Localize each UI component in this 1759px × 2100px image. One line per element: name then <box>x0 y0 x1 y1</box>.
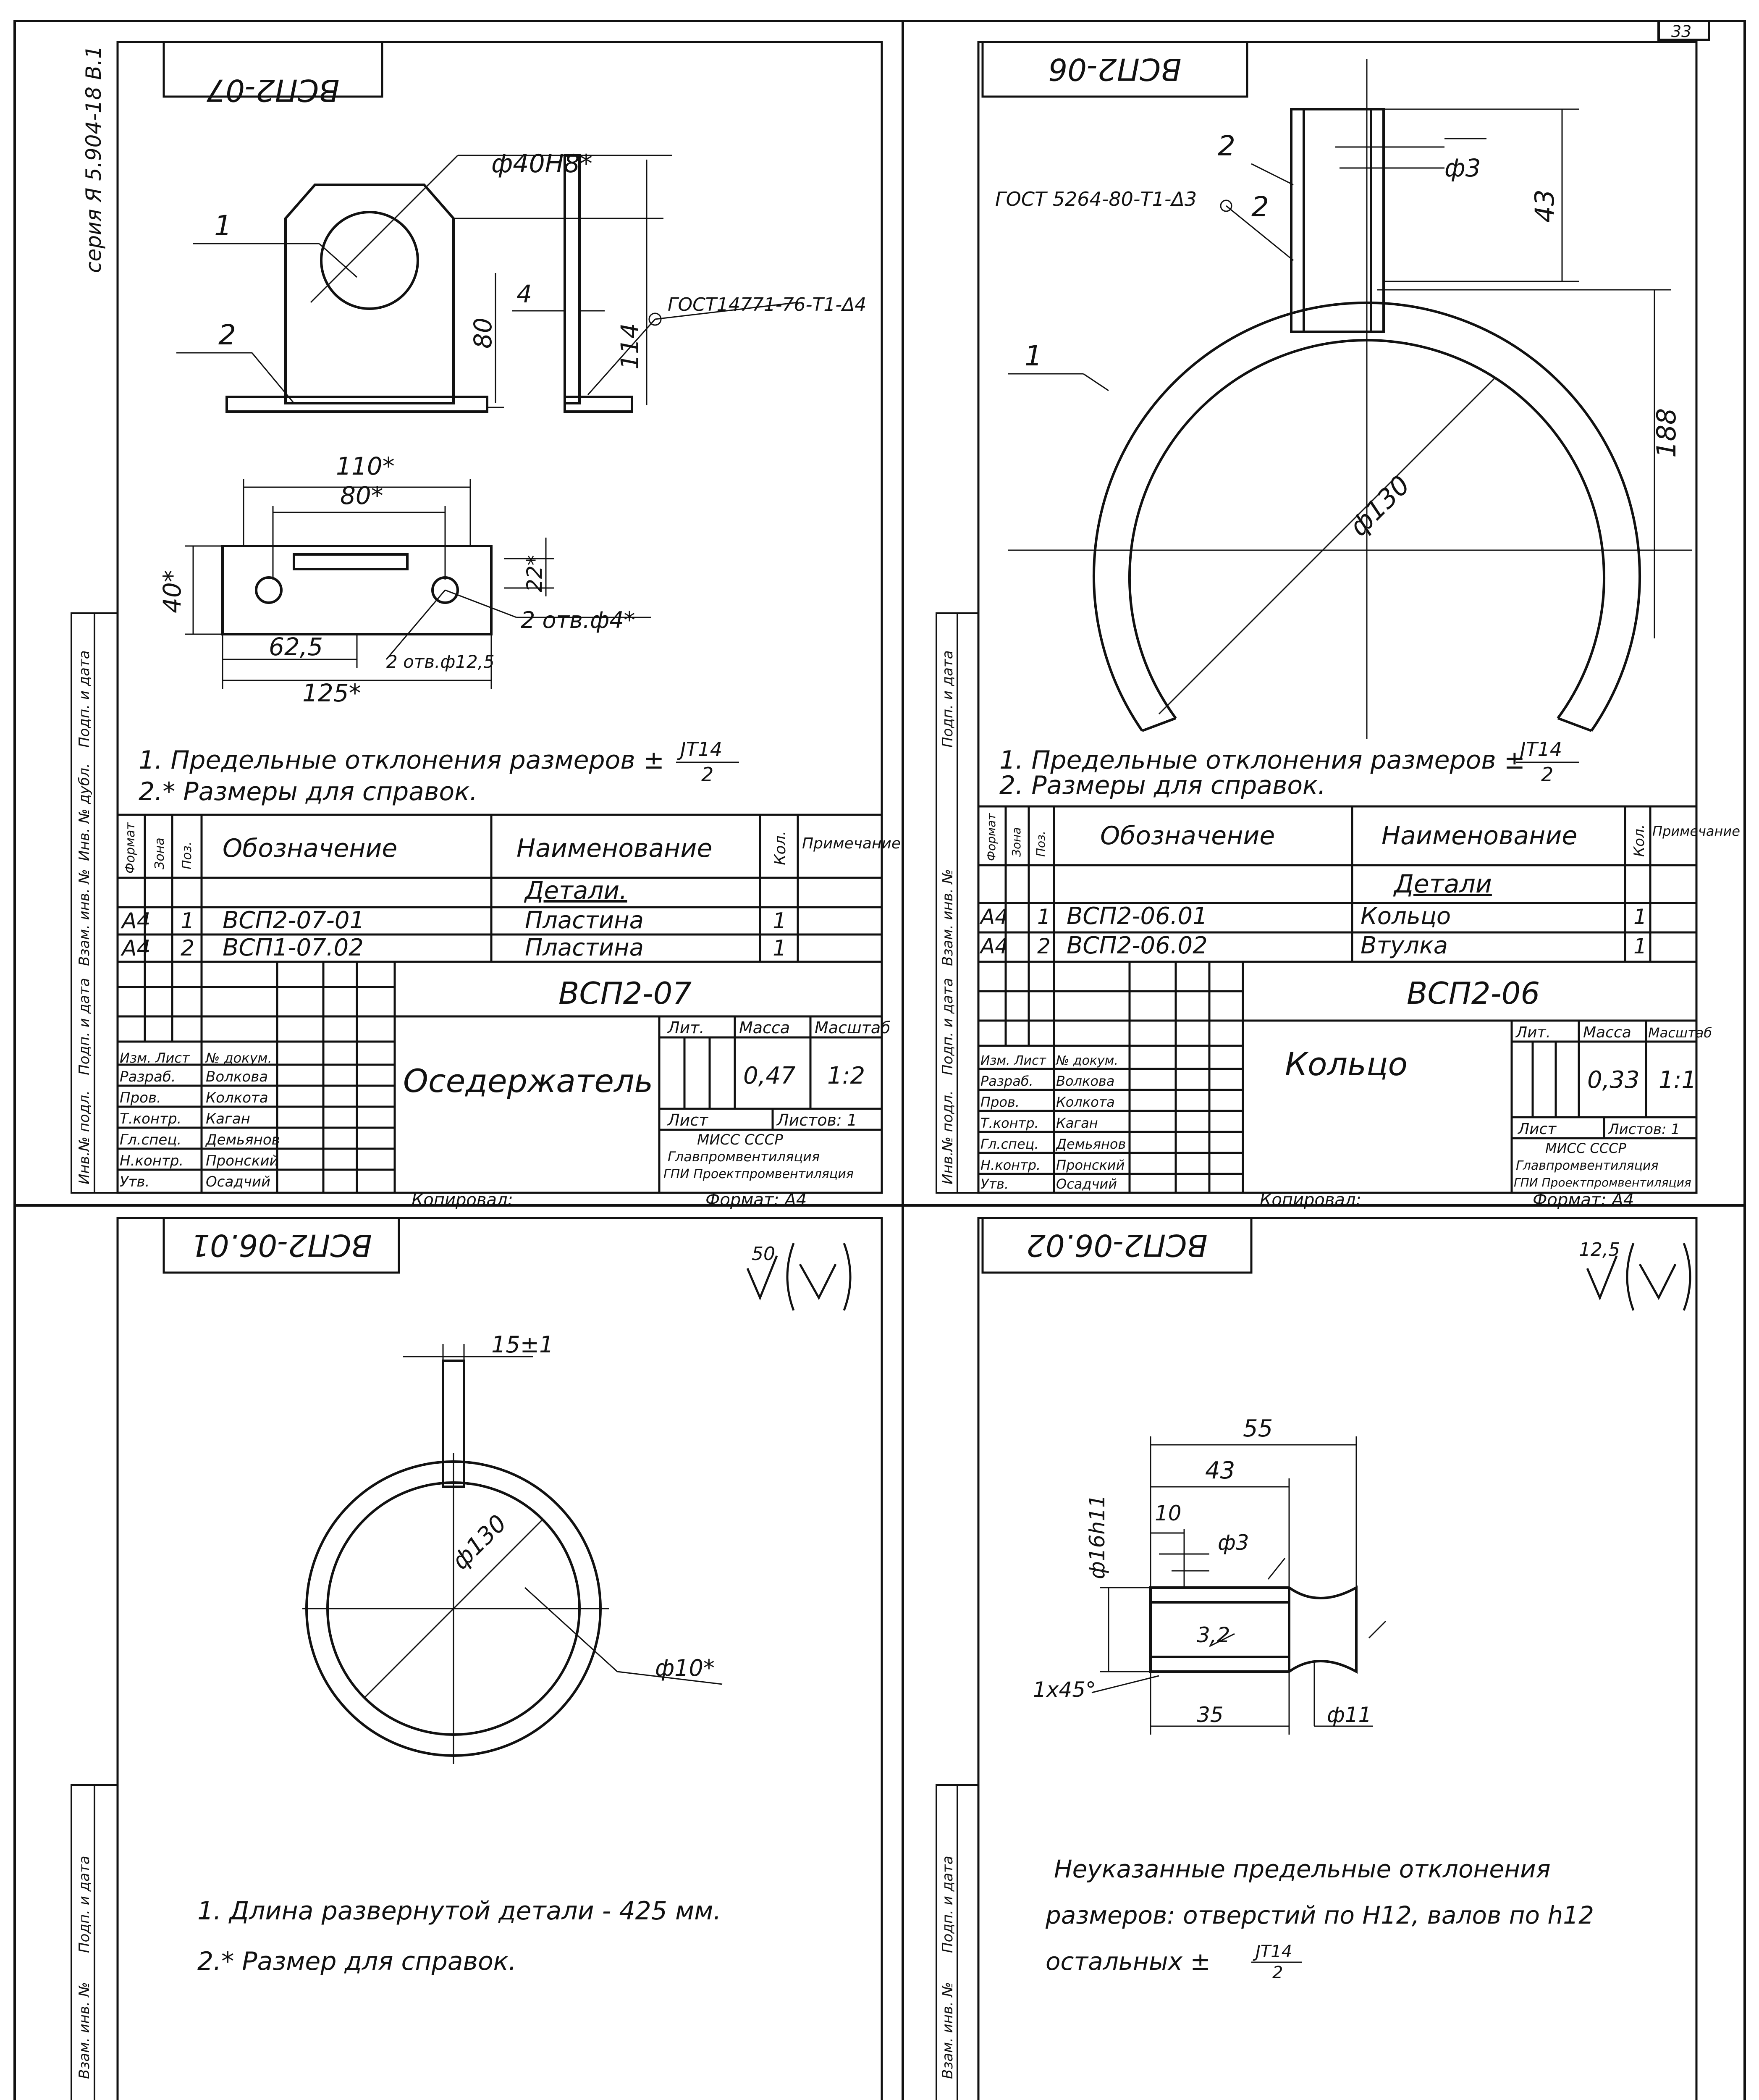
spec2-r2-pos: 2 <box>1037 934 1051 958</box>
note-1-sheet4: Неуказанные предельные отклонения <box>1054 1855 1551 1883</box>
side-label-4: Инв. № дубл. <box>76 763 93 861</box>
role2-6: Утв. <box>980 1176 1009 1192</box>
spec2-h-designation: Обозначение <box>1100 821 1275 850</box>
note-fraction-den-1: 2 <box>701 763 714 786</box>
note-fraction-den-4: 2 <box>1272 1963 1283 1982</box>
dim-188: 188 <box>1651 408 1682 458</box>
stamp2-scale: Масштаб <box>1648 1025 1712 1041</box>
ring-part-dims <box>302 1344 722 1764</box>
leader-2-sheet2-b: 2 <box>1251 191 1269 223</box>
role2-3: Т.контр. <box>980 1115 1039 1131</box>
org2-c: ГПИ Проектпромвентиляция <box>1514 1176 1691 1189</box>
copied-1: Копировал: <box>412 1190 514 1210</box>
sheet-label-2: Лист <box>1518 1121 1557 1138</box>
bushing-dims <box>1092 1436 1386 1735</box>
bushing-view <box>1151 1588 1356 1672</box>
spec1-h-pos: Поз. <box>180 841 194 869</box>
side-label-17: Подп. и дата <box>939 1856 956 1953</box>
leader-2-sheet2-a: 2 <box>1218 130 1235 162</box>
format-1: Формат: А4 <box>705 1190 807 1210</box>
weld-note-2: ГОСТ 5264-80-Т1-Δ3 <box>995 188 1197 210</box>
stamp2-mass: Масса <box>1583 1024 1631 1041</box>
title-name-1: Оседержатель <box>403 1062 653 1100</box>
spec1-section: Детали. <box>525 876 627 905</box>
role2-4: Гл.спец. <box>980 1136 1039 1152</box>
mass-1: 0,47 <box>743 1062 796 1089</box>
org1-c: ГПИ Проектпромвентиляция <box>663 1167 854 1181</box>
note-1-sheet3: 1. Длина развернутой детали - 425 мм. <box>197 1896 721 1926</box>
spec2-h-zone: Зона <box>1009 827 1023 857</box>
bracket-dims <box>176 155 798 407</box>
role1-4: Гл.спец. <box>120 1131 182 1148</box>
spec2-r1-designation: ВСП2-06.01 <box>1067 903 1208 930</box>
dim-slot: 15±1 <box>491 1331 554 1358</box>
role2-1: Разраб. <box>980 1073 1033 1089</box>
org1-a: МИСС СССР <box>697 1131 783 1148</box>
spec1-h-qty: Кол. <box>772 830 789 865</box>
mass-2: 0,33 <box>1587 1066 1640 1094</box>
dim-chamfer: 1х45° <box>1033 1677 1096 1702</box>
dim-d130-sheet3: ф130 <box>446 1509 512 1575</box>
dim-bore: ф40Н8* <box>491 149 592 178</box>
note-2-sheet3: 2.* Размер для справок. <box>197 1947 516 1976</box>
spec2-r1-pos: 1 <box>1037 905 1051 929</box>
roughness-value-3: 50 <box>752 1243 775 1265</box>
dim-43-sheet4: 43 <box>1205 1457 1235 1484</box>
dim-10: 10 <box>1155 1501 1182 1525</box>
org1-b: Главпромвентиляция <box>668 1149 820 1165</box>
spec1-r1-name: Пластина <box>525 907 644 934</box>
spec1-r1-designation: ВСП2-07-01 <box>223 907 365 934</box>
stamp2-lit: Лит. <box>1516 1024 1551 1041</box>
role1-1-name: Волкова <box>206 1068 268 1085</box>
spec1-h-designation: Обозначение <box>223 834 398 863</box>
dim-110: 110* <box>336 452 395 480</box>
spec2-h-name: Наименование <box>1382 821 1578 850</box>
spec1-r2-name: Пластина <box>525 934 644 961</box>
spec2-h-format: Формат <box>984 813 998 861</box>
spec1-h-format: Формат <box>123 822 138 874</box>
bracket-front-view <box>227 155 632 412</box>
role1-2: Пров. <box>120 1089 161 1106</box>
note-1-sheet1: 1. Предельные отклонения размеров ± <box>139 746 665 775</box>
dim-d11: ф11 <box>1327 1703 1372 1727</box>
role2-2: Пров. <box>980 1094 1020 1110</box>
title-code-1: ВСП2-07 <box>558 976 692 1011</box>
note-fraction-den-2: 2 <box>1541 763 1554 786</box>
dim-d3-sheet4: ф3 <box>1218 1530 1249 1555</box>
weld-note-1: ГОСТ14771-76-Т1-Δ4 <box>668 294 867 315</box>
side-label-3: Взам. инв. № <box>76 869 93 966</box>
dim-80-plan: 80* <box>340 481 383 510</box>
spec2-r1-format: А4 <box>980 905 1009 929</box>
sheets-label-2: Листов: 1 <box>1608 1121 1680 1138</box>
spec1-r1-pos: 1 <box>181 908 195 934</box>
roughness-value-4: 12,5 <box>1579 1239 1620 1260</box>
leader-1-sheet2: 1 <box>1025 340 1042 372</box>
dim-125: 125* <box>302 679 361 707</box>
role1-4-name: Демьянов <box>206 1131 280 1148</box>
series-note: серия Я 5.904-18 В.1 <box>81 45 106 273</box>
spec2-r2-designation: ВСП2-06.02 <box>1067 932 1208 959</box>
spec1-h-note: Примечание <box>802 835 901 852</box>
role1-3-name: Каган <box>206 1110 250 1127</box>
header-code-3: ВСП2-06.01 <box>191 1228 372 1263</box>
stamp1-lit: Лит. <box>668 1018 705 1037</box>
dim-thick-4: 4 <box>516 280 532 308</box>
ring-assembly-dims <box>1008 59 1692 739</box>
holes-f12-5: 2 отв.ф12,5 <box>386 651 495 672</box>
header-code-4: ВСП2-06.02 <box>1026 1228 1208 1263</box>
side-label-6: Инв.№ подл. <box>939 1090 956 1184</box>
role2-3-name: Каган <box>1056 1115 1098 1131</box>
leader-1: 1 <box>214 210 232 242</box>
note-fraction-num-4: JT14 <box>1256 1942 1292 1961</box>
leader-2: 2 <box>218 319 236 351</box>
holes-f4: 2 отв.ф4* <box>521 607 635 633</box>
spec1-r2-designation: ВСП1-07.02 <box>223 934 364 961</box>
spec1-r2-format: А4 <box>122 936 151 961</box>
copied-2: Копировал: <box>1260 1190 1362 1210</box>
spec1-r2-qty: 1 <box>773 936 787 961</box>
role1-3: Т.контр. <box>120 1110 182 1127</box>
side-label-7: Подп. и дата <box>939 978 956 1075</box>
dim-height-114: 114 <box>616 323 644 370</box>
role1-5-name: Пронский <box>206 1152 279 1169</box>
sheet-label-1: Лист <box>668 1111 708 1129</box>
note-fraction-num-2: JT14 <box>1520 738 1562 761</box>
stamp1-scale: Масштаб <box>815 1018 891 1037</box>
role2-5-name: Пронский <box>1056 1157 1125 1173</box>
side-label-13: Подп. и дата <box>76 1856 93 1953</box>
spec1-r1-qty: 1 <box>773 908 787 934</box>
side-label-2: Подп. и дата <box>76 978 93 1075</box>
side-label-5: Подп. и дата <box>76 650 93 748</box>
dim-43-sheet2: 43 <box>1529 189 1560 223</box>
spec2-r1-name: Кольцо <box>1361 903 1451 930</box>
note-2-sheet4: размеров: отверстий по Н12, валов по h12 <box>1046 1901 1594 1929</box>
dim-40: 40* <box>158 570 186 613</box>
spec2-r1-qty: 1 <box>1633 905 1647 929</box>
scale-1: 1:2 <box>827 1062 865 1089</box>
spec2-r2-name: Втулка <box>1361 932 1448 959</box>
org2-a: МИСС СССР <box>1545 1140 1626 1156</box>
role1-0-name: № докум. <box>206 1050 272 1066</box>
role1-1: Разраб. <box>120 1068 176 1085</box>
page-frame <box>15 21 1745 2100</box>
spec1-h-name: Наименование <box>516 834 713 863</box>
scale-2: 1:1 <box>1659 1066 1697 1094</box>
spec1-r2-pos: 2 <box>181 936 195 961</box>
note-fraction-num-1: JT14 <box>680 738 723 761</box>
role2-5: Н.контр. <box>980 1157 1041 1173</box>
role1-5: Н.контр. <box>120 1152 184 1169</box>
dim-wall: 3,2 <box>1197 1623 1230 1647</box>
role2-0-name: № докум. <box>1056 1053 1118 1068</box>
side-label-12: Взам. инв. № <box>76 1982 93 2079</box>
dim-62-5: 62,5 <box>269 633 323 661</box>
format-2: Формат: А4 <box>1533 1190 1634 1210</box>
note-3-sheet4: остальных ± <box>1046 1947 1211 1976</box>
dim-d10: ф10* <box>655 1655 715 1681</box>
note-2-sheet2: 2. Размеры для справок. <box>999 771 1326 800</box>
dim-35: 35 <box>1197 1703 1224 1727</box>
dim-d3-sheet2: ф3 <box>1444 154 1481 182</box>
role2-6-name: Осадчий <box>1056 1176 1117 1192</box>
spec2-r2-format: А4 <box>980 934 1009 958</box>
title-code-2: ВСП2-06 <box>1407 976 1540 1011</box>
page-number: 33 <box>1671 22 1692 41</box>
dim-22: 22* <box>522 555 547 592</box>
org2-b: Главпромвентиляция <box>1516 1158 1659 1173</box>
sheet-frames <box>118 42 1696 2100</box>
header-code-2: ВСП2-06 <box>1048 52 1182 87</box>
role1-0: Изм. Лист <box>120 1050 190 1066</box>
stamp1-mass: Масса <box>739 1018 790 1037</box>
role2-4-name: Демьянов <box>1056 1136 1126 1152</box>
side-label-9: Подп. и дата <box>939 650 956 748</box>
role1-6: Утв. <box>120 1173 150 1190</box>
spec2-h-note: Примечание <box>1652 823 1740 839</box>
dim-d130-sheet2: ф130 <box>1343 469 1416 542</box>
side-label-8: Взам. инв. № <box>939 869 956 966</box>
role1-6-name: Осадчий <box>206 1173 271 1190</box>
sheets-label-1: Листов: 1 <box>777 1111 857 1129</box>
title-name-2: Кольцо <box>1285 1045 1408 1083</box>
dim-80: 80 <box>469 318 497 349</box>
note-1-sheet2: 1. Предельные отклонения размеров ± <box>999 746 1526 775</box>
side-label-16: Взам. инв. № <box>939 1982 956 2079</box>
spec1-r1-format: А4 <box>122 908 151 934</box>
role2-0: Изм. Лист <box>980 1053 1046 1068</box>
spec2-h-qty: Кол. <box>1631 824 1648 857</box>
note-2-sheet1: 2.* Размеры для справок. <box>139 777 478 806</box>
side-label-1: Инв.№ подл. <box>76 1090 93 1184</box>
dim-d16: ф16h11 <box>1085 1494 1109 1579</box>
spec2-section: Детали <box>1394 869 1492 899</box>
role1-2-name: Колкотa <box>206 1089 268 1106</box>
bracket-plan-view <box>223 546 491 634</box>
role2-2-name: Колкота <box>1056 1094 1115 1110</box>
spec2-h-pos: Поз. <box>1034 831 1048 857</box>
dim-55: 55 <box>1243 1415 1273 1442</box>
spec1-h-zone: Зона <box>152 837 167 869</box>
header-code-1: ВСП2-07 <box>206 73 340 108</box>
spec2-r2-qty: 1 <box>1633 934 1647 958</box>
role2-1-name: Волкова <box>1056 1073 1115 1089</box>
